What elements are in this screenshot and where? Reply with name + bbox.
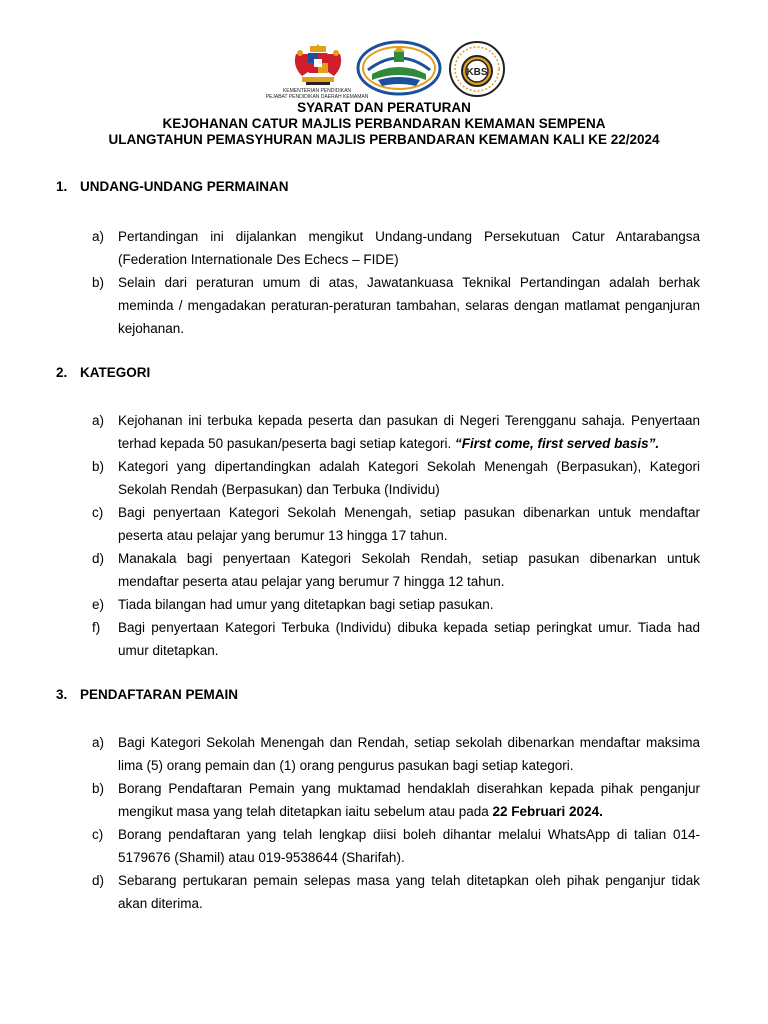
kbs-logo xyxy=(448,40,506,98)
item-text: Sebarang pertukaran pemain selepas masa yang telah ditetapkan oleh pihak penganjur tidak akan diterima. xyxy=(118,873,700,911)
header-logos xyxy=(0,38,768,100)
item-text: Selain dari peraturan umum di atas, Jawatankuasa Teknikal Pertandingan adalah berhak meminda / mengadakan peraturan-peraturan tambahan, selaras dengan matlamat penganjuran kejohanan. xyxy=(118,275,700,336)
section-heading xyxy=(56,179,716,194)
item-label: d) xyxy=(92,873,105,888)
item-label: a) xyxy=(92,735,105,750)
item-text: Tiada bilangan had umur yang ditetapkan bagi setiap pasukan. xyxy=(118,597,494,612)
item-text-body: Borang Pendaftaran Pemain yang muktamad hendaklah diserahkan kepada pihak penganjur mengikut masa yang telah ditetapkan iaitu sebelum atau pada xyxy=(118,781,700,819)
item-deadline: 22 Februari 2024. xyxy=(492,804,603,819)
ministry-crest-logo xyxy=(288,44,348,88)
document-title xyxy=(0,100,768,148)
list-item xyxy=(92,593,700,616)
item-text: Borang pendaftaran yang telah lengkap diisi boleh dihantar melalui WhatsApp di talian 014-5179676 (Shamil) atau 019-9538644 (Sharifah). xyxy=(118,827,700,865)
item-text: Bagi Kategori Sekolah Menengah dan Rendah, setiap sekolah dibenarkan mendaftar maksima lima (5) orang pemain dan (1) orang pengurus pasukan bagi setiap kategori. xyxy=(118,735,700,773)
item-label: c) xyxy=(92,505,104,520)
item-label: b) xyxy=(92,459,105,474)
section-number: 2. xyxy=(56,365,68,380)
kbs-logo-text: KBS xyxy=(466,67,488,78)
section-title: KATEGORI xyxy=(80,365,151,380)
section-heading xyxy=(56,687,716,702)
title-line1: SYARAT DAN PERATURAN xyxy=(297,100,471,115)
title-line2: KEJOHANAN CATUR MAJLIS PERBANDARAN KEMAMAN SEMPENA xyxy=(162,116,606,131)
item-text-body: Kejohanan ini terbuka kepada peserta dan pasukan di Negeri Terengganu sahaja. Penyertaan terhad kepada 50 pasukan/peserta bagi setiap kategori. xyxy=(118,413,700,451)
item-label: b) xyxy=(92,275,105,290)
list-item xyxy=(92,501,700,547)
section-number: 3. xyxy=(56,687,68,702)
item-label: a) xyxy=(92,229,105,244)
item-label: b) xyxy=(92,781,105,796)
ministry-caption-line2: PEJABAT PENDIDIKAN DAERAH KEMAMAN xyxy=(265,94,369,100)
ministry-caption-line1: KEMENTERIAN PENDIDIKAN xyxy=(282,88,352,94)
item-text: Pertandingan ini dijalankan mengikut Undang-undang Persekutuan Catur Antarabangsa (Federation Internationale Des Echecs – FIDE) xyxy=(118,229,700,267)
list-item xyxy=(92,225,700,271)
list-item xyxy=(92,271,700,340)
item-text: Bagi penyertaan Kategori Terbuka (Individu) dibuka kepada setiap peringkat umur. Tiada had umur ditetapkan. xyxy=(118,620,700,658)
title-line3: ULANGTAHUN PEMASYHURAN MAJLIS PERBANDARAN KEMAMAN KALI KE 22/2024 xyxy=(108,132,660,147)
municipal-council-logo xyxy=(356,40,442,96)
item-text: Manakala bagi penyertaan Kategori Sekolah Rendah, setiap pasukan dibenarkan untuk mendaftar peserta atau pelajar yang berumur 7 hingga 12 tahun. xyxy=(118,551,700,589)
list-item xyxy=(92,777,700,823)
section-heading xyxy=(56,365,716,380)
item-text: Bagi penyertaan Kategori Sekolah Menengah, setiap pasukan dibenarkan untuk mendaftar peserta atau pelajar yang berumur 13 hingga 17 tahun. xyxy=(118,505,700,543)
section-number: 1. xyxy=(56,179,68,194)
list-item xyxy=(92,823,700,869)
item-label: f) xyxy=(92,620,101,635)
list-item xyxy=(92,869,700,915)
list-item xyxy=(92,731,700,777)
section-title: UNDANG-UNDANG PERMAINAN xyxy=(80,179,289,194)
item-label: c) xyxy=(92,827,104,842)
list-item xyxy=(92,616,700,662)
list-item xyxy=(92,455,700,501)
item-label: e) xyxy=(92,597,105,612)
item-label: d) xyxy=(92,551,105,566)
item-text xyxy=(118,777,700,823)
list-item xyxy=(92,409,700,455)
item-text: Kategori yang dipertandingkan adalah Kategori Sekolah Menengah (Berpasukan), Kategori Sekolah Rendah (Berpasukan) dan Terbuka (Individu) xyxy=(118,459,700,497)
item-label: a) xyxy=(92,413,105,428)
item-text xyxy=(118,409,700,455)
section-title: PENDAFTARAN PEMAIN xyxy=(80,687,238,702)
list-item xyxy=(92,547,700,593)
item-emphasis: “First come, first served basis”. xyxy=(455,436,660,451)
